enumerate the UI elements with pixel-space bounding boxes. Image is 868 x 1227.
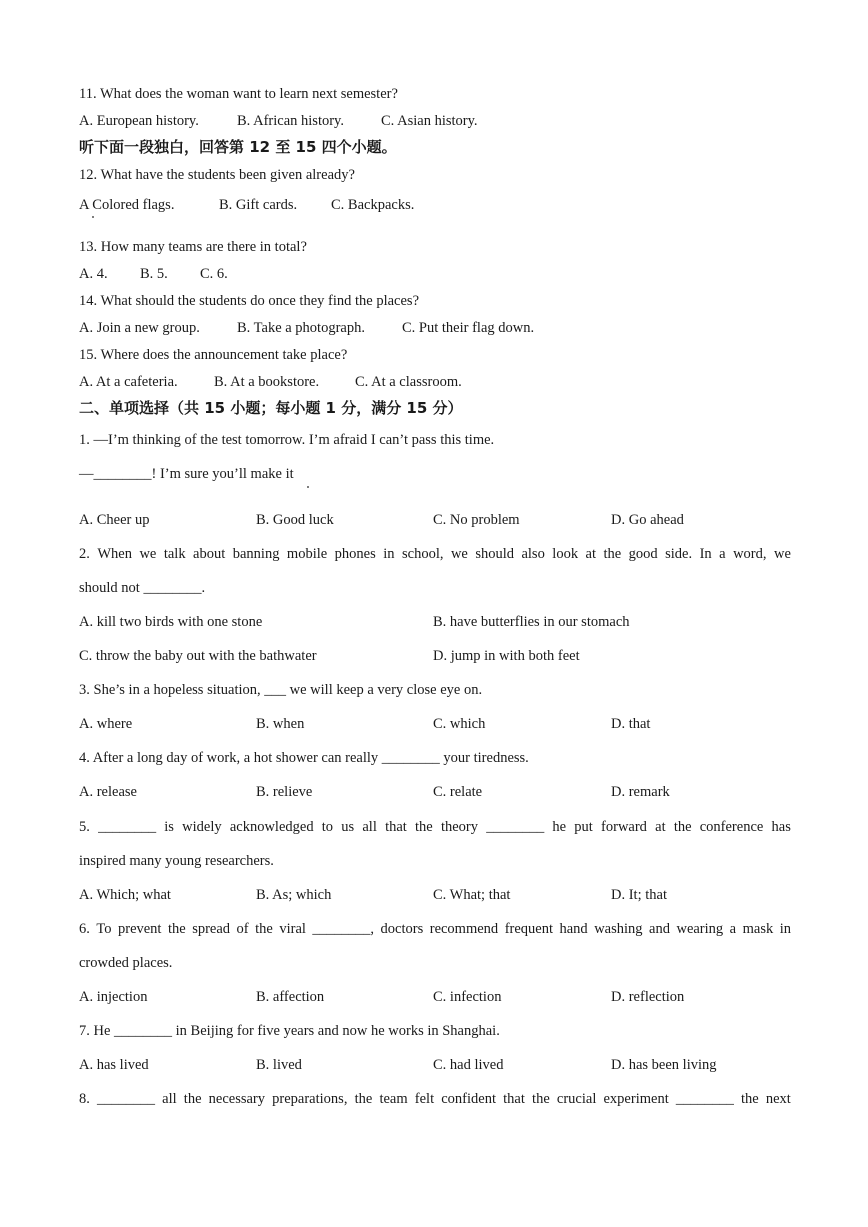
question-12-option-b: B. Gift cards.	[219, 197, 298, 213]
word: good	[628, 546, 658, 562]
grammar-q2-option-b: B. have butterflies in our stomach	[433, 614, 630, 630]
word: 2.	[79, 546, 90, 562]
word: 8.	[79, 1091, 90, 1107]
grammar-q8-stem-line1	[79, 1090, 791, 1108]
grammar-q6-stem-line2: crowded places.	[79, 955, 173, 971]
word: that	[385, 819, 407, 835]
grammar-q1-option-c: C. No problem	[433, 512, 520, 528]
word: talk	[163, 546, 186, 562]
word: 5.	[79, 819, 90, 835]
word: confident	[441, 1091, 497, 1107]
word: acknowledged	[229, 819, 314, 835]
word: To	[96, 921, 112, 937]
word: ________,	[312, 921, 375, 937]
word: word,	[733, 546, 767, 562]
word: is	[164, 819, 174, 835]
grammar-section-header: 二、单项选择（共 15 小题；每小题 1 分，满分 15 分）	[79, 399, 463, 417]
question-11-stem: 11. What does the woman want to learn next semester?	[79, 86, 398, 102]
word: all	[362, 819, 377, 835]
word: all	[162, 1091, 177, 1107]
grammar-q2-option-c: C. throw the baby out with the bathwater	[79, 648, 317, 664]
grammar-q3-stem: 3. She’s in a hopeless situation, ___ we will keep a very close eye on.	[79, 682, 483, 698]
word: and	[649, 921, 670, 937]
word: recommend	[429, 921, 499, 937]
word: of	[236, 921, 249, 937]
word: at	[655, 819, 666, 835]
word: in	[779, 921, 791, 937]
question-11-option-a: A. European history.	[79, 113, 199, 129]
word: the	[741, 1091, 759, 1107]
question-13-option-a: A. 4.	[79, 266, 108, 282]
word: look	[552, 546, 579, 562]
word: phones	[334, 546, 376, 562]
word: team	[379, 1091, 408, 1107]
grammar-q3-option-c: C. which	[433, 716, 486, 732]
word: has	[771, 819, 791, 835]
word: experiment	[603, 1091, 669, 1107]
word: mask	[742, 921, 774, 937]
question-15-option-b: B. At a bookstore.	[214, 374, 320, 390]
grammar-q4-option-d: D. remark	[611, 784, 670, 800]
grammar-q1-option-b: B. Good luck	[256, 512, 334, 528]
grammar-q5-stem-line1	[79, 818, 791, 836]
question-11-option-c: C. Asian history.	[381, 113, 478, 129]
word: felt	[414, 1091, 435, 1107]
word: side.	[665, 546, 693, 562]
word: we	[773, 546, 791, 562]
word: the	[673, 819, 692, 835]
question-12-option-c: C. Backpacks.	[331, 197, 415, 213]
word: a	[719, 546, 726, 562]
question-12-stem: 12. What have the students been given already?	[79, 167, 355, 183]
grammar-q5-option-a: A. Which; what	[79, 887, 171, 903]
word: mobile	[286, 546, 328, 562]
grammar-q6-option-b: B. affection	[256, 989, 325, 1005]
word: wearing	[676, 921, 724, 937]
grammar-q2-option-a: A. kill two birds with one stone	[79, 614, 263, 630]
word: about	[193, 546, 226, 562]
word: conference	[699, 819, 764, 835]
word: frequent	[504, 921, 553, 937]
grammar-q6-option-d: D. reflection	[611, 989, 685, 1005]
grammar-q6-stem-line1	[79, 920, 791, 938]
grammar-q1-stem-line2: —________! I’m sure you’ll make it	[79, 466, 294, 482]
listening-section-header: 听下面一段独白，回答第 12 至 15 四个小题。	[79, 138, 397, 156]
grammar-q7-option-b: B. lived	[256, 1057, 302, 1073]
word: put	[574, 819, 593, 835]
word: ________	[98, 819, 157, 835]
question-15-stem: 15. Where does the announcement take place?	[79, 347, 348, 363]
grammar-q3-option-a: A. where	[79, 716, 133, 732]
word: should	[475, 546, 514, 562]
question-14-stem: 14. What should the students do once they find the places?	[79, 293, 419, 309]
grammar-q5-option-d: D. It; that	[611, 887, 667, 903]
word: washing	[594, 921, 643, 937]
grammar-q4-stem: 4. After a long day of work, a hot shower can really ________ your tiredness.	[79, 750, 529, 766]
word: we	[139, 546, 157, 562]
word: he	[552, 819, 567, 835]
word: necessary	[208, 1091, 266, 1107]
grammar-q3-option-d: D. that	[611, 716, 651, 732]
grammar-q4-option-b: B. relieve	[256, 784, 313, 800]
grammar-q3-option-b: B. when	[256, 716, 305, 732]
question-15-option-a: A. At a cafeteria.	[79, 374, 178, 390]
word: the	[255, 921, 273, 937]
word: at	[585, 546, 597, 562]
word: spread	[192, 921, 231, 937]
grammar-q5-option-b: B. As; which	[256, 887, 332, 903]
word: In	[699, 546, 712, 562]
question-15-option-c: C. At a classroom.	[355, 374, 462, 390]
word: next	[765, 1091, 791, 1107]
word: When	[97, 546, 132, 562]
word: us	[341, 819, 355, 835]
word: the	[532, 1091, 550, 1107]
question-14-option-b: B. Take a photograph.	[237, 320, 365, 336]
word: a	[729, 921, 737, 937]
word: the	[415, 819, 433, 835]
word: preparations,	[272, 1091, 348, 1107]
word: ________	[486, 819, 545, 835]
word: school,	[401, 546, 444, 562]
word: hand	[559, 921, 588, 937]
word: the	[354, 1091, 373, 1107]
grammar-q1-stem-line1: 1. —I’m thinking of the test tomorrow. I’m afraid I can’t pass this time.	[79, 432, 495, 448]
word: that	[503, 1091, 525, 1107]
grammar-q4-option-a: A. release	[79, 784, 137, 800]
word: also	[521, 546, 545, 562]
word: the	[183, 1091, 202, 1107]
word: 6.	[79, 921, 90, 937]
question-13-stem: 13. How many teams are there in total?	[79, 239, 307, 255]
grammar-q2-option-d: D. jump in with both feet	[433, 648, 580, 664]
question-13-option-c: C. 6.	[200, 266, 228, 282]
word: banning	[232, 546, 280, 562]
word: widely	[182, 819, 222, 835]
word: the	[167, 921, 186, 937]
word: prevent	[117, 921, 162, 937]
grammar-q7-stem: 7. He ________ in Beijing for five years and now he works in Shanghai.	[79, 1023, 500, 1039]
grammar-q7-option-a: A. has lived	[79, 1057, 149, 1073]
question-14-option-c: C. Put their flag down.	[402, 320, 535, 336]
word: to	[321, 819, 334, 835]
grammar-q2-stem-line2: should not ________.	[79, 580, 206, 596]
word: theory	[440, 819, 478, 835]
question-14-option-a: A. Join a new group.	[79, 320, 200, 336]
question-12-option-a: A Colored flags.	[79, 197, 175, 213]
grammar-q1-option-a: A. Cheer up	[79, 512, 150, 528]
grammar-q5-option-c: C. What; that	[433, 887, 511, 903]
word: ________	[675, 1091, 734, 1107]
word: forward	[601, 819, 647, 835]
grammar-q7-option-c: C. had lived	[433, 1057, 504, 1073]
word: crucial	[556, 1091, 597, 1107]
grammar-q6-option-a: A. injection	[79, 989, 148, 1005]
word: the	[603, 546, 622, 562]
question-13-option-b: B. 5.	[140, 266, 168, 282]
word: doctors	[380, 921, 424, 937]
word: in	[383, 546, 395, 562]
grammar-q2-stem-line1	[79, 545, 791, 563]
grammar-q4-option-c: C. relate	[433, 784, 483, 800]
grammar-q5-stem-line2: inspired many young researchers.	[79, 853, 274, 869]
grammar-q7-option-d: D. has been living	[611, 1057, 717, 1073]
word: we	[450, 546, 468, 562]
word: ________	[97, 1091, 156, 1107]
scan-artifact-dot	[92, 216, 94, 218]
grammar-q6-option-c: C. infection	[433, 989, 502, 1005]
word: viral	[279, 921, 306, 937]
grammar-q1-option-d: D. Go ahead	[611, 512, 684, 528]
question-11-option-b: B. African history.	[237, 113, 344, 129]
scan-artifact-dot	[307, 486, 309, 488]
